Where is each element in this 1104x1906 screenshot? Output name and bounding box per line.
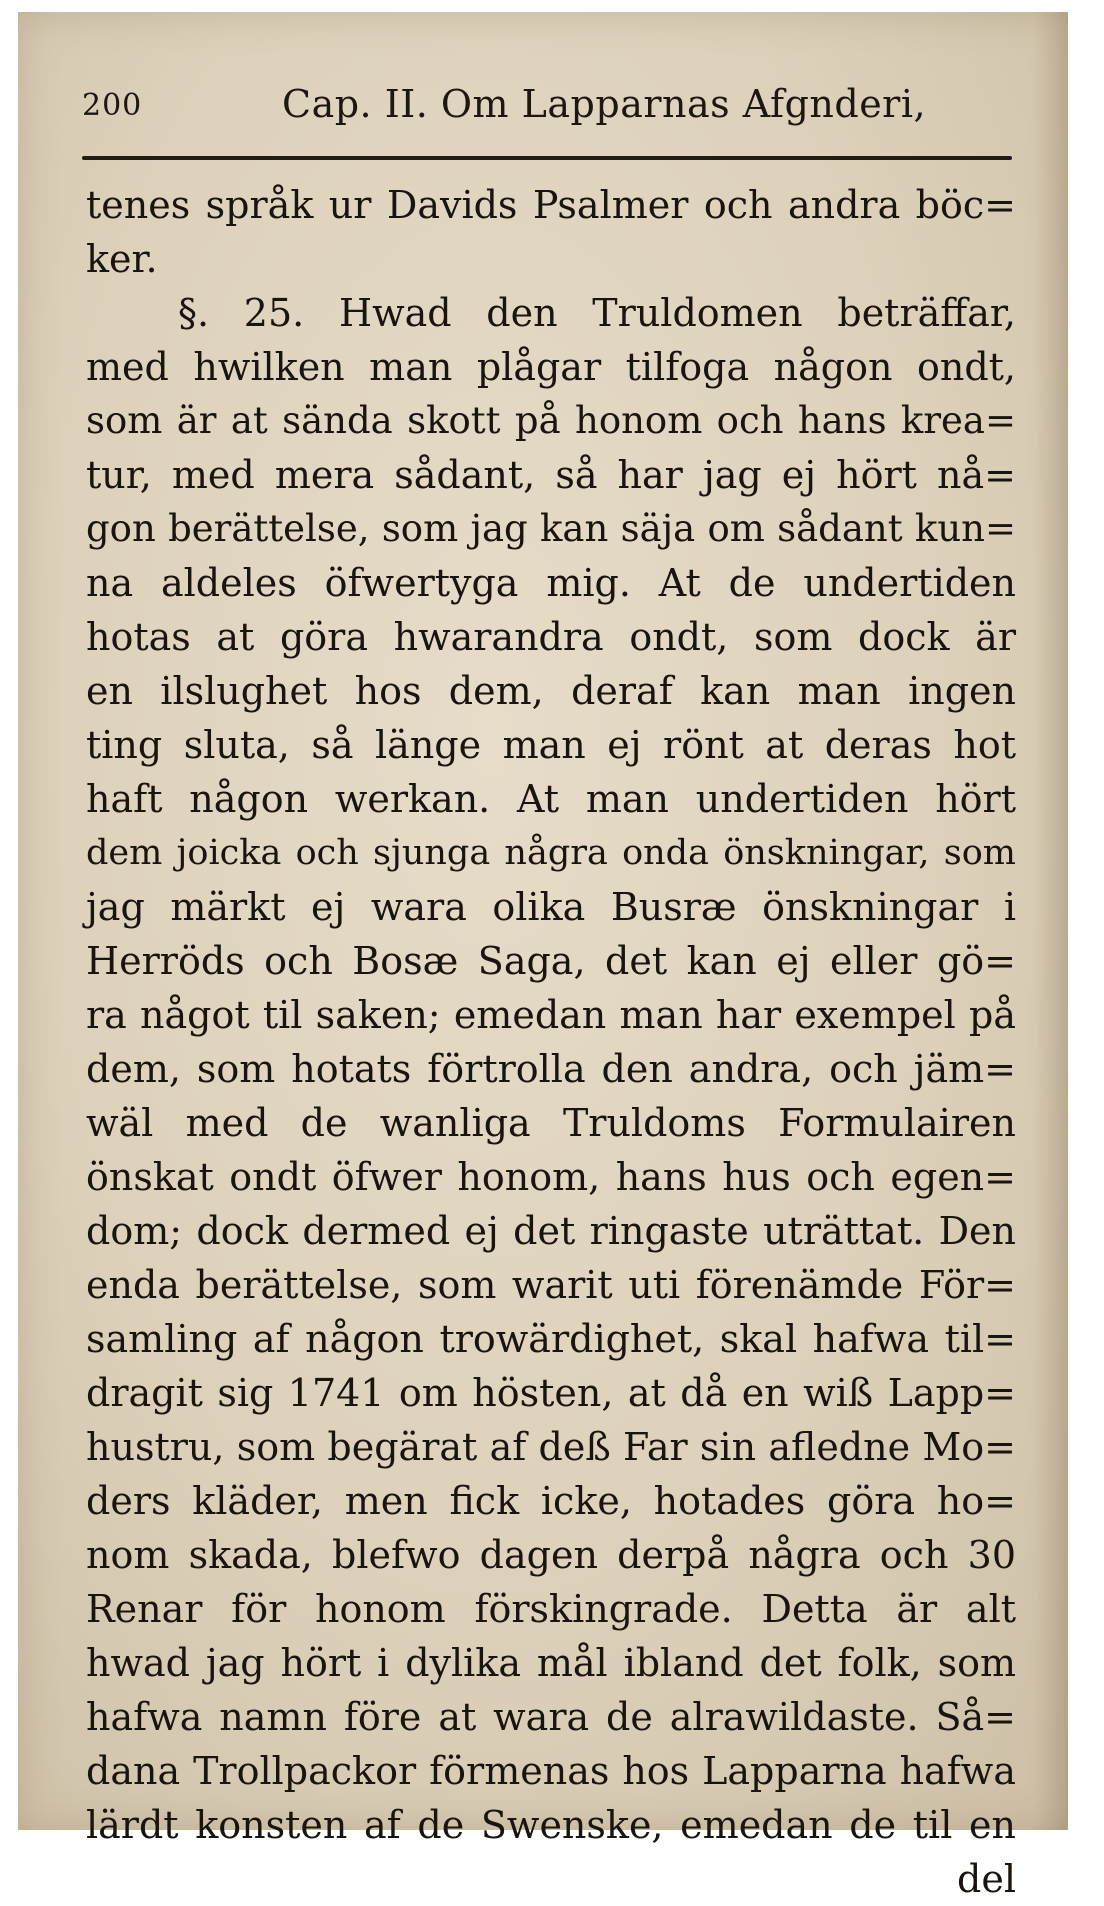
text-line: lärdt konsten af de Swenske, emedan de til en [86,1803,1016,1847]
text-line: samling af någon trowärdighet, skal hafwa til= [86,1317,1016,1361]
catchword: del [957,1857,1016,1901]
text-line: nom skada, blefwo dagen derpå några och 30 [86,1533,1016,1577]
text-line: dem joicka och sjunga några onda önskningar, som [86,833,1016,873]
text-line: jag märkt ej wara olika Busræ önskningar i [86,885,1016,929]
text-line: na aldeles öfwertyga mig. At de undertiden [86,561,1016,605]
text-line: Herröds och Bosæ Saga, det kan ej eller gö= [86,939,1016,983]
text-line: önskat ondt öfwer honom, hans hus och egen= [86,1155,1016,1199]
text-line: wäl med de wanliga Truldoms Formulairen [86,1101,1016,1145]
text-line: hustru, som begärat af deß Far sin afledne Mo= [86,1425,1016,1469]
text-line: en ilslughet hos dem, deraf kan man ingen [86,669,1016,713]
text-line: hwad jag hört i dylika mål ibland det folk, som [86,1641,1016,1685]
text-line: dom; dock dermed ej det ringaste uträttat. Den [86,1209,1016,1253]
text-line: dem, som hotats förtrolla den andra, och jäm= [86,1047,1016,1091]
text-line: ker. [86,237,158,281]
text-line: §. 25. Hwad den Truldomen beträffar, [178,291,1016,335]
body-text [86,178,1016,1906]
page-number: 200 [82,88,143,123]
header-rule [82,156,1012,160]
book-page [18,12,1068,1901]
text-line: ders kläder, men fick icke, hotades göra ho= [86,1479,1016,1523]
text-line: ra något til saken; emedan man har exempel på [86,993,1016,1037]
running-head: Cap. II. Om Lapparnas Afgnderi, [282,82,927,126]
text-line: tur, med mera sådant, så har jag ej hört nå= [86,453,1016,497]
text-line: dragit sig 1741 om hösten, at då en wiß Lapp= [86,1371,1016,1415]
page-gutter-shadow [1034,12,1068,1830]
text-line: dana Trollpackor förmenas hos Lapparna hafwa [86,1749,1016,1793]
text-line: hotas at göra hwarandra ondt, som dock är [86,615,1016,659]
text-line: som är at sända skott på honom och hans krea= [86,399,1016,442]
text-line: enda berättelse, som warit uti förenämde För= [86,1263,1016,1307]
text-line: gon berättelse, som jag kan säja om sådant kun= [86,507,1016,550]
text-line: tenes språk ur Davids Psalmer och andra böc= [86,183,1016,227]
page-header [82,82,1012,142]
text-line: hafwa namn före at wara de alrawildaste. Så= [86,1695,1016,1739]
text-line: haft någon werkan. At man undertiden hört [86,777,1016,821]
text-line: med hwilken man plågar tilfoga någon ondt, [86,345,1016,389]
text-line: Renar för honom förskingrade. Detta är alt [86,1587,1016,1631]
text-line: ting sluta, så länge man ej rönt at deras hot [86,723,1016,767]
